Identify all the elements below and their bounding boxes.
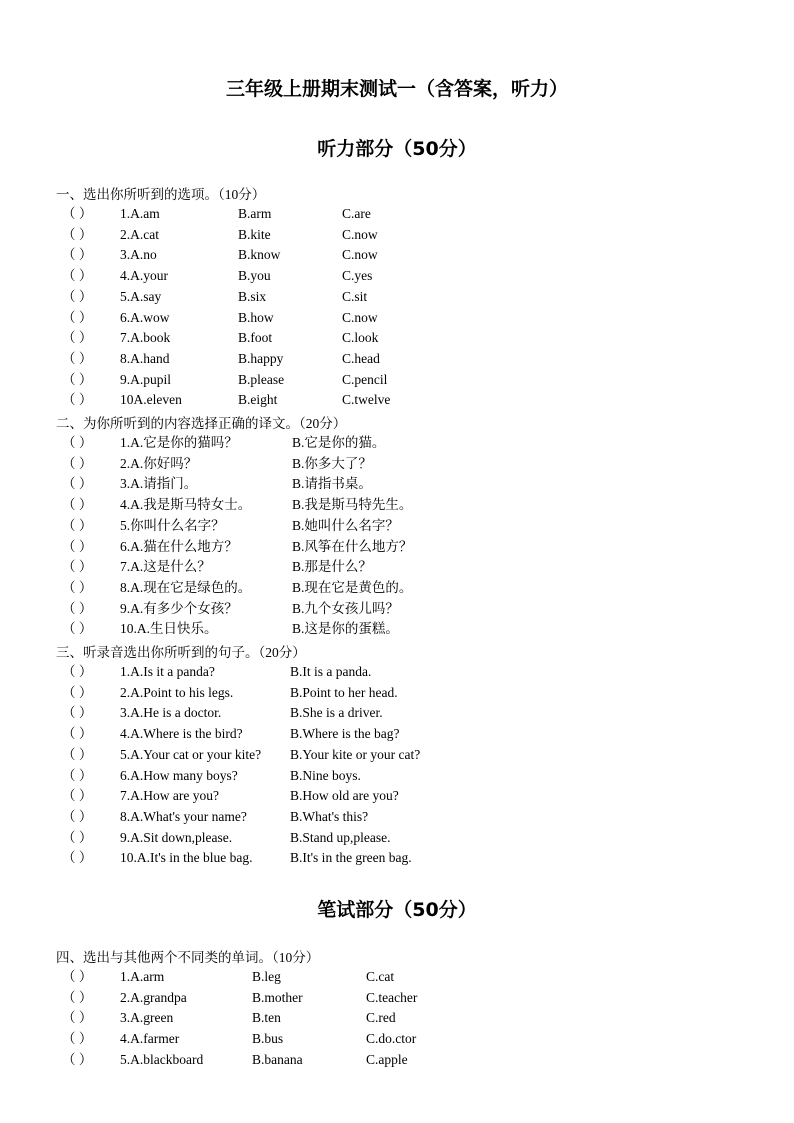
answer-blank[interactable]: （ ） [62,226,93,242]
option-b: B.foot [238,330,273,346]
option-a: 6.A.猫在什么地方？ [120,538,238,554]
section3-question-row [62,807,762,827]
answer-blank[interactable]: （ ） [62,497,93,513]
option-b: B.arm [238,206,272,221]
option-b: B.你多大了？ [292,455,372,471]
section3-question-row [62,848,762,868]
section1-heading: 一、选出你所听到的选项。（10分） [56,187,266,202]
option-b: B.九个女孩儿吗？ [292,600,399,616]
option-b: B.风筝在什么地方？ [292,538,413,554]
option-b: B.现在它是黄色的。 [292,579,413,595]
option-b: B.eight [238,392,278,408]
section4-question-row [62,1050,762,1070]
answer-blank[interactable]: （ ） [62,705,93,721]
option-a: 9.A.pupil [120,371,172,387]
section3-heading: 三、听录音选出你所听到的句子。（20分） [56,645,306,660]
option-b: B.mother [252,989,303,1005]
option-a: 7.A.How are you? [120,788,219,804]
section1-question-row [62,266,762,286]
document-title: 三年级上册期末测试一（含答案，听力） [225,78,568,100]
option-b: B.What's this? [290,808,369,824]
option-b: B.它是你的猫。 [292,435,386,450]
option-c: C.now [342,309,378,325]
answer-blank[interactable]: （ ） [62,850,93,866]
option-b: B.How old are you? [290,788,399,804]
writing-part-heading: 笔试部分（50分） [317,899,477,921]
section1-question-row [62,370,762,390]
option-b: B.happy [238,350,284,366]
option-c: C.red [366,1010,396,1026]
option-c: C.now [342,226,378,242]
section3-question-row [62,662,762,682]
answer-blank[interactable]: （ ） [62,808,93,824]
answer-blank[interactable]: （ ） [62,746,93,762]
section2-question-row [62,619,762,639]
answer-blank[interactable]: （ ） [62,1031,93,1047]
option-b: B.bus [252,1031,284,1047]
option-b: B.Where is the bag? [290,726,400,742]
option-b: B.Nine boys. [290,767,361,783]
option-a: 10A.eleven [120,392,182,408]
answer-blank[interactable]: （ ） [62,476,93,492]
section1-question-row [62,390,762,410]
option-a: 5.A.say [120,288,162,304]
answer-blank[interactable]: （ ） [62,726,93,742]
option-a: 6.A.How many boys? [120,767,238,783]
option-a: 8.A.hand [120,350,170,366]
section3-question-row [62,745,762,765]
answer-blank[interactable]: （ ） [62,1051,93,1067]
option-a: 1.A.am [120,206,160,221]
option-c: C.twelve [342,392,391,408]
option-a: 4.A.Where is the bird? [120,726,243,742]
option-b: B.ten [252,1010,281,1026]
option-a: 3.A.no [120,247,157,263]
section2-question-row [62,516,762,536]
answer-blank[interactable]: （ ） [62,309,93,325]
option-b: B.please [238,371,285,387]
option-b: B.It's in the green bag. [290,850,412,866]
option-a: 8.A.What's your name? [120,808,247,824]
answer-blank[interactable]: （ ） [62,268,93,284]
answer-blank[interactable]: （ ） [62,392,93,408]
option-c: C.pencil [342,371,388,387]
answer-blank[interactable]: （ ） [62,989,93,1005]
answer-blank[interactable]: （ ） [62,559,93,575]
option-a: 5.你叫什么名字？ [120,517,225,533]
section4-heading: 四、选出与其他两个不同类的单词。（10分） [56,950,320,965]
section2-question-row [62,578,762,598]
option-a: 5.A.blackboard [120,1051,204,1067]
answer-blank[interactable]: （ ） [62,330,93,346]
option-a: 10.A.生日快乐。 [120,621,218,637]
section2-question-row [62,557,762,577]
option-c: C.cat [366,969,395,984]
option-a: 6.A.wow [120,309,170,325]
option-b: B.six [238,288,267,304]
listening-part-heading: 听力部分（50分） [317,138,477,160]
section3-question-row [62,724,762,744]
option-b: B.Stand up,please. [290,829,391,845]
option-b: B.how [238,309,274,325]
option-a: 1.A.它是你的猫吗？ [120,435,238,450]
option-b: B.She is a driver. [290,705,383,721]
section2-question-row [62,537,762,557]
option-a: 2.A.Point to his legs. [120,684,234,700]
section2-question-row [62,474,762,494]
option-c: C.look [342,330,379,346]
section2-question-row [62,495,762,515]
section2-question-row [62,454,762,474]
section2-question-row [62,599,762,619]
section4-question-row [62,1029,762,1049]
answer-blank[interactable]: （ ） [62,1010,93,1026]
answer-blank[interactable]: （ ） [62,664,93,679]
option-a: 1.A.arm [120,969,165,984]
answer-blank[interactable]: （ ） [62,969,93,984]
answer-blank[interactable]: （ ） [62,788,93,804]
option-a: 7.A.这是什么？ [120,559,211,575]
section1-question-row [62,349,762,369]
option-a: 4.A.your [120,268,168,284]
answer-blank[interactable]: （ ） [62,455,93,471]
section3-question-row [62,786,762,806]
option-a: 3.A.He is a doctor. [120,705,222,721]
option-b: B.banana [252,1051,303,1067]
option-b: B.我是斯马特先生。 [292,497,413,513]
option-b: B.她叫什么名字？ [292,517,399,533]
option-b: B.Your kite or your cat? [290,746,421,762]
option-a: 1.A.Is it a panda? [120,664,215,679]
section4-question-row [62,988,762,1008]
option-c: C.do.ctor [366,1031,417,1047]
option-a: 2.A.你好吗？ [120,455,198,471]
section1-question-row [62,204,762,224]
option-a: 2.A.cat [120,226,159,242]
option-a: 3.A.green [120,1010,174,1026]
option-b: B.Point to her head. [290,684,398,700]
option-b: B.know [238,247,281,263]
answer-blank[interactable]: （ ） [62,350,93,366]
answer-blank[interactable]: （ ） [62,517,93,533]
section1-question-row [62,245,762,265]
answer-blank[interactable]: （ ） [62,684,93,700]
option-b: B.请指书桌。 [292,476,372,492]
option-b: B.这是你的蛋糕。 [292,621,399,637]
option-a: 10.A.It's in the blue bag. [120,850,253,866]
option-c: C.teacher [366,989,418,1005]
section1-question-row [62,328,762,348]
option-a: 4.A.我是斯马特女士。 [120,497,252,513]
section3-question-row [62,683,762,703]
option-a: 2.A.grandpa [120,989,187,1005]
option-c: C.now [342,247,378,263]
option-c: C.head [342,350,380,366]
section3-question-row [62,766,762,786]
section3-question-row [62,828,762,848]
answer-blank[interactable]: （ ） [62,579,93,595]
section2-question-row [62,433,762,453]
section4-question-row [62,967,762,987]
option-c: C.are [342,206,371,221]
option-a: 9.A.有多少个女孩？ [120,600,238,616]
answer-blank[interactable]: （ ） [62,538,93,554]
answer-blank[interactable]: （ ） [62,247,93,263]
answer-blank[interactable]: （ ） [62,621,93,637]
section1-question-row [62,287,762,307]
option-a: 4.A.farmer [120,1031,180,1047]
answer-blank[interactable]: （ ） [62,435,93,450]
answer-blank[interactable]: （ ） [62,767,93,783]
answer-blank[interactable]: （ ） [62,288,93,304]
answer-blank[interactable]: （ ） [62,206,93,221]
section3-question-row [62,703,762,723]
answer-blank[interactable]: （ ） [62,829,93,845]
option-a: 8.A.现在它是绿色的。 [120,579,252,595]
answer-blank[interactable]: （ ） [62,371,93,387]
option-a: 5.A.Your cat or your kite? [120,746,262,762]
section1-question-row [62,308,762,328]
option-c: C.yes [342,268,373,284]
option-a: 3.A.请指门。 [120,476,198,492]
section1-question-row [62,225,762,245]
option-b: B.you [238,268,271,284]
option-c: C.sit [342,288,368,304]
section2-heading: 二、为你所听到的内容选择正确的译文。（20分） [56,416,347,431]
option-b: B.那是什么？ [292,559,372,575]
answer-blank[interactable]: （ ） [62,600,93,616]
option-b: B.It is a panda. [290,664,372,679]
option-b: B.kite [238,226,271,242]
section4-question-row [62,1008,762,1028]
option-a: 7.A.book [120,330,171,346]
option-a: 9.A.Sit down,please. [120,829,233,845]
option-b: B.leg [252,969,281,984]
option-c: C.apple [366,1051,408,1067]
